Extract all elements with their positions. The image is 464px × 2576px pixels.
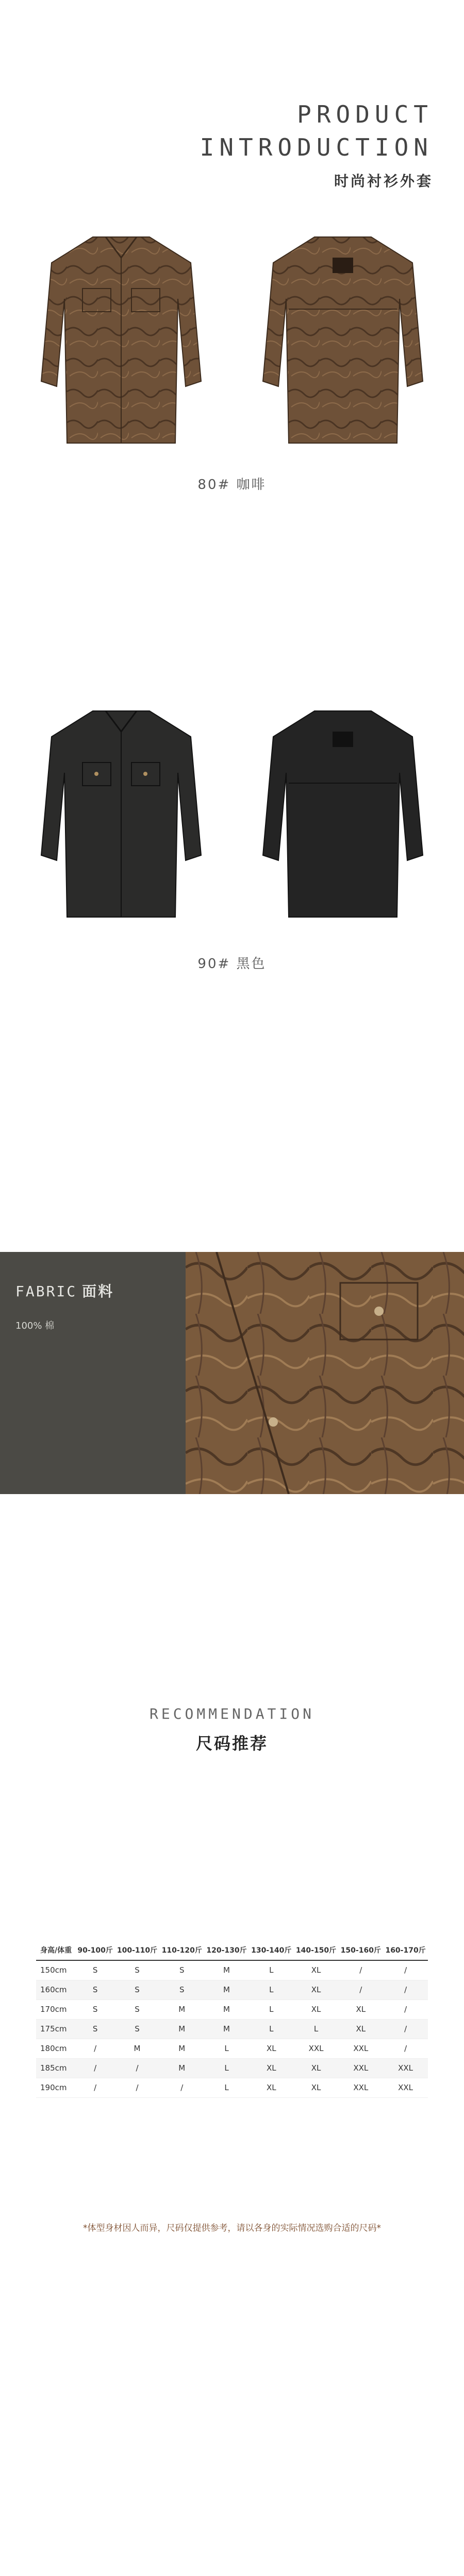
shirt-front-image xyxy=(36,701,206,922)
size-cell: S xyxy=(115,2019,160,2039)
size-header-cell: 160-170斤 xyxy=(383,1940,428,1960)
size-cell: XXL xyxy=(294,2039,339,2058)
size-cell: / xyxy=(383,1999,428,2019)
size-cell: M xyxy=(159,2019,204,2039)
size-cell: S xyxy=(115,1980,160,1999)
size-cell: XXL xyxy=(338,2039,383,2058)
product-caption-black: 90# 黑色 xyxy=(197,956,267,972)
size-cell: 180cm xyxy=(36,2039,76,2058)
size-cell: 185cm xyxy=(36,2058,76,2078)
fabric-label xyxy=(15,1280,114,1332)
size-cell: / xyxy=(76,2039,115,2058)
size-cell: S xyxy=(115,1999,160,2019)
size-cell: XL xyxy=(294,1980,339,1999)
size-header-cell: 100-110斤 xyxy=(115,1940,160,1960)
size-table xyxy=(36,1940,428,2098)
shirt-back-image xyxy=(258,701,428,922)
size-cell: XXL xyxy=(383,2078,428,2097)
table-row xyxy=(36,1960,428,1980)
size-cell: M xyxy=(159,2058,204,2078)
size-header-cell: 110-120斤 xyxy=(159,1940,204,1960)
size-cell: / xyxy=(383,2039,428,2058)
product-row-black xyxy=(0,701,464,948)
size-cell: / xyxy=(383,1960,428,1980)
size-cell: L xyxy=(249,2019,294,2039)
size-cell: / xyxy=(383,2019,428,2039)
size-header-cell: 130-140斤 xyxy=(249,1940,294,1960)
shirt-front-image xyxy=(36,227,206,448)
fabric-closeup-image xyxy=(186,1252,464,1494)
size-cell: L xyxy=(294,2019,339,2039)
size-cell: / xyxy=(76,2078,115,2097)
size-cell: S xyxy=(76,2019,115,2039)
size-cell: L xyxy=(249,1980,294,1999)
size-cell: XL xyxy=(249,2078,294,2097)
size-note: *体型身材因人而异，尺码仅提供参考，请以各身的实际情况选购合适的尺码* xyxy=(83,2223,381,2233)
size-cell: L xyxy=(204,2039,249,2058)
size-header-cell: 150-160斤 xyxy=(338,1940,383,1960)
table-row xyxy=(36,2019,428,2039)
size-cell: 160cm xyxy=(36,1980,76,1999)
size-table-wrap xyxy=(36,1940,428,2098)
hero-section xyxy=(0,0,464,216)
size-cell: XXL xyxy=(383,2058,428,2078)
shirt-back-image xyxy=(258,227,428,448)
size-cell: 150cm xyxy=(36,1960,76,1980)
size-title-en: RECOMMENDATION xyxy=(149,1705,314,1722)
size-cell: M xyxy=(159,1999,204,2019)
size-cell: / xyxy=(383,1980,428,1999)
size-cell: L xyxy=(204,2058,249,2078)
size-cell: M xyxy=(115,2039,160,2058)
table-row xyxy=(36,2078,428,2097)
size-cell: S xyxy=(76,1980,115,1999)
size-cell: / xyxy=(115,2058,160,2078)
size-cell: / xyxy=(338,1980,383,1999)
size-cell: M xyxy=(159,2039,204,2058)
size-cell: XL xyxy=(249,2058,294,2078)
size-cell: M xyxy=(204,2019,249,2039)
size-cell: XL xyxy=(294,2058,339,2078)
size-section-heading xyxy=(0,1705,464,1754)
size-cell: XXL xyxy=(338,2058,383,2078)
size-cell: XXL xyxy=(338,2078,383,2097)
size-title-cn: 尺码推荐 xyxy=(195,1734,268,1753)
fabric-composition: 100% 棉 xyxy=(15,1320,55,1331)
size-cell: XL xyxy=(294,1999,339,2019)
title-line-1: PRODUCT xyxy=(297,100,433,128)
size-header-cell: 140-150斤 xyxy=(294,1940,339,1960)
size-cell: L xyxy=(249,1999,294,2019)
size-header-cell: 身高/体重 xyxy=(36,1940,76,1960)
size-cell: L xyxy=(204,2078,249,2097)
size-cell: / xyxy=(159,2078,204,2097)
size-cell: M xyxy=(204,1980,249,1999)
size-table-header xyxy=(36,1940,428,1960)
product-row-coffee xyxy=(0,227,464,474)
size-cell: S xyxy=(76,1960,115,1980)
size-cell: / xyxy=(76,2058,115,2078)
size-cell: 175cm xyxy=(36,2019,76,2039)
table-row xyxy=(36,1980,428,1999)
size-cell: S xyxy=(159,1980,204,1999)
size-cell: XL xyxy=(294,1960,339,1980)
fabric-section xyxy=(0,1252,464,1494)
table-row xyxy=(36,2039,428,2058)
page-title xyxy=(200,98,433,164)
fabric-title xyxy=(15,1280,114,1301)
size-cell: 170cm xyxy=(36,1999,76,2019)
size-cell: / xyxy=(338,1960,383,1980)
size-cell: XL xyxy=(249,2039,294,2058)
table-row xyxy=(36,2058,428,2078)
fabric-title-en: FABRIC xyxy=(15,1283,77,1300)
size-cell: / xyxy=(115,2078,160,2097)
table-row xyxy=(36,1999,428,2019)
size-cell: M xyxy=(204,1960,249,1980)
size-header-cell: 90-100斤 xyxy=(76,1940,115,1960)
size-cell: 190cm xyxy=(36,2078,76,2097)
size-cell: L xyxy=(249,1960,294,1980)
title-line-2: INTRODUCTION xyxy=(200,133,433,161)
page-subtitle: 时尚衬衫外套 xyxy=(334,173,433,190)
size-cell: M xyxy=(204,1999,249,2019)
product-caption-coffee: 80# 咖啡 xyxy=(197,477,267,493)
size-cell: XL xyxy=(338,2019,383,2039)
size-cell: S xyxy=(76,1999,115,2019)
size-header-cell: 120-130斤 xyxy=(204,1940,249,1960)
size-cell: S xyxy=(159,1960,204,1980)
size-cell: S xyxy=(115,1960,160,1980)
fabric-title-cn: 面料 xyxy=(82,1283,114,1300)
size-cell: XL xyxy=(294,2078,339,2097)
size-cell: XL xyxy=(338,1999,383,2019)
